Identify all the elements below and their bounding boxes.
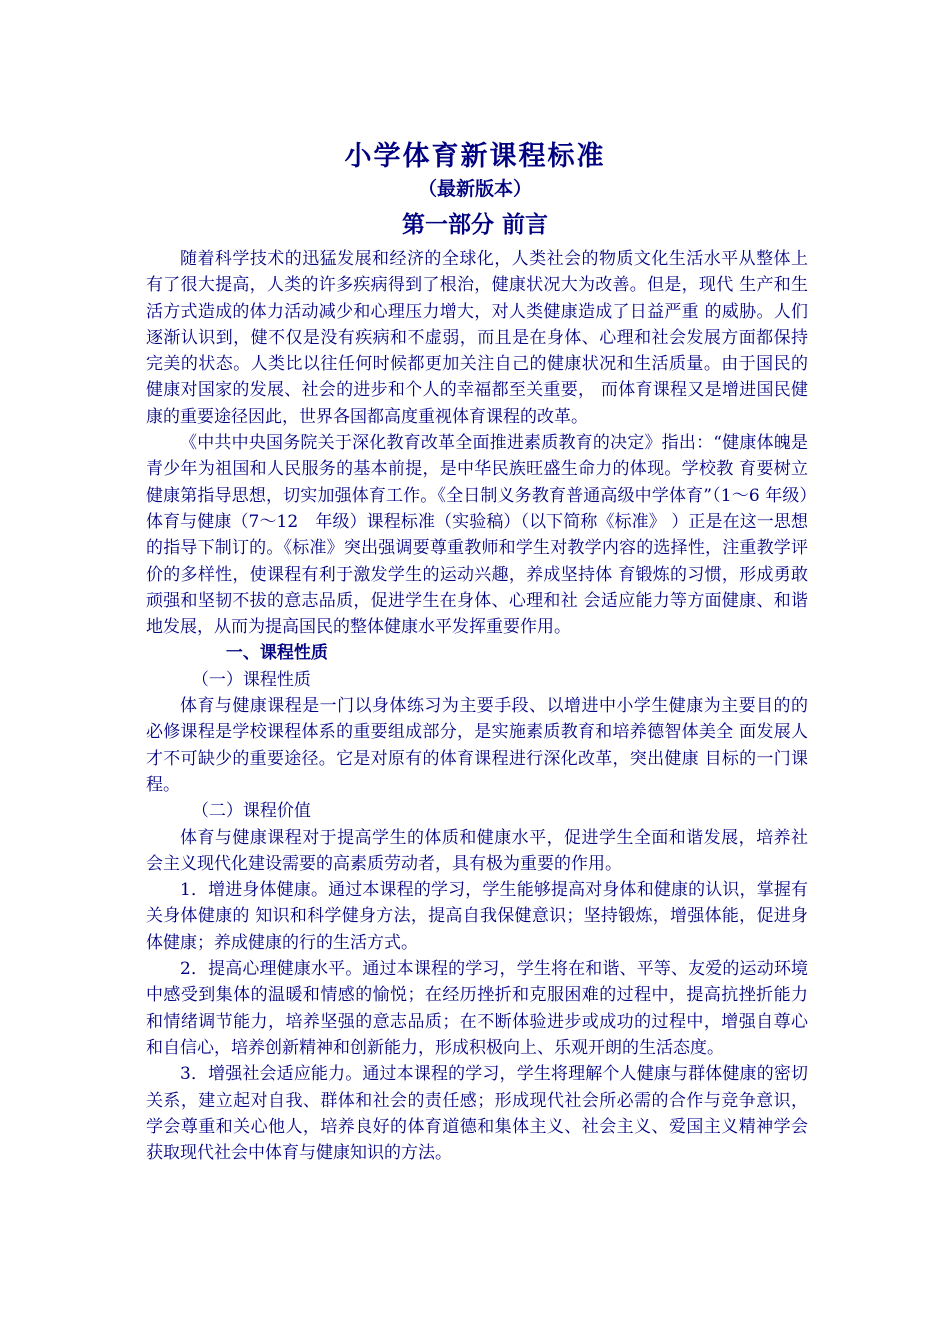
value-item-physical: 1．增进身体健康。通过本课程的学习，学生能够提高对身体和健康的认识，掌握有关身体健康的 知识和科学健身方法，提高自我保健意识；坚持锻炼，增强体能，促进身体健康；养成健康的行的生活方式。 [146, 880, 808, 953]
intro-paragraph-2: 《中共中央国务院关于深化教育改革全面推进素质教育的决定》指出：“健康体魄是青少年为祖国和人民服务的基本前提，是中华民族旺盛生命力的体现。学校教 育要树立健康第指导思想，切实加强体育工作。《全日制义务教育普通高级中学体育”（1～6 年级）体育与健康（7～12 年级）课程标准（实验稿）（以下简称《标准》 ）正是在这一思想的指导下制订的。《标准》突出强调要尊重教师和学生对教学内容的选择性，注重教学评价的多样性，使课程有利于激发学生的运动兴趣，养成坚持体 育锻炼的习惯，形成勇敢顽强和坚韧不拔的意志品质，促进学生在身体、心理和社 会适应能力等方面健康、和谐地发展，从而为提高国民的整体健康水平发挥重要作用。 [146, 433, 808, 638]
intro-paragraph-1: 随着科学技术的迅猛发展和经济的全球化，人类社会的物质文化生活水平从整体上有了很大提高，人类的许多疾病得到了根治，健康状况大为改善。但是，现代 生产和生活方式造成的体力活动减少和心理压力增大，对人类健康造成了日益严重 的威胁。人们逐渐认识到，健不仅是没有疾病和不虚弱，而且是在身体、心理和社会发展方面都保持完美的状态。人类比以往任何时候都更加关注自己的健康状况和生活质量。由于国民的健康对国家的发展、社会的进步和个人的幸福都至关重要， 而体育课程又是增进国民健康的重要途径因此，世界各国都高度重视体育课程的改革。 [146, 249, 808, 427]
document-subtitle: （最新版本） [417, 178, 532, 200]
part-heading: 第一部分 前言 [401, 211, 548, 238]
subsection-heading-value: （二）课程价值 [191, 801, 311, 822]
value-paragraph: 体育与健康课程对于提高学生的体质和健康水平，促进学生全面和谐发展，培养社会主义现代化建设需要的高素质劳动者，具有极为重要的作用。 [146, 827, 808, 874]
subsection-heading-nature: （一）课程性质 [191, 669, 311, 690]
value-item-mental: 2．提高心理健康水平。通过本课程的学习，学生将在和谐、平等、友爱的运动环境中感受到集体的温暖和情感的愉悦；在经历挫折和克服困难的过程中，提高抗挫折能力和情绪调节能力，培养坚强的意志品质；在不断体验进步或成功的过程中，增强自尊心和自信心，培养创新精神和创新能力，形成积极向上、乐观开朗的生活态度。 [146, 959, 808, 1058]
document-body [146, 246, 808, 1166]
section-heading-course-nature: 一、课程性质 [225, 643, 328, 664]
nature-paragraph: 体育与健康课程是一门以身体练习为主要手段、以增进中小学生健康为主要目的的必修课程是学校课程体系的重要组成部分，是实施素质教育和培养德智体美全 面发展人才不可缺少的重要途径。它是对原有的体育课程进行深化改革，突出健康 目标的一门课程。 [146, 696, 808, 795]
value-item-social: 3．增强社会适应能力。通过本课程的学习，学生将理解个人健康与群体健康的密切关系，建立起对自我、群体和社会的责任感；形成现代社会所必需的合作与竞争意识，学会尊重和关心他人，培养良好的体育道德和集体主义、社会主义、爱国主义精神学会获取现代社会中体育与健康知识的方法。 [146, 1064, 808, 1164]
document-title: 小学体育新课程标准 [344, 141, 606, 172]
